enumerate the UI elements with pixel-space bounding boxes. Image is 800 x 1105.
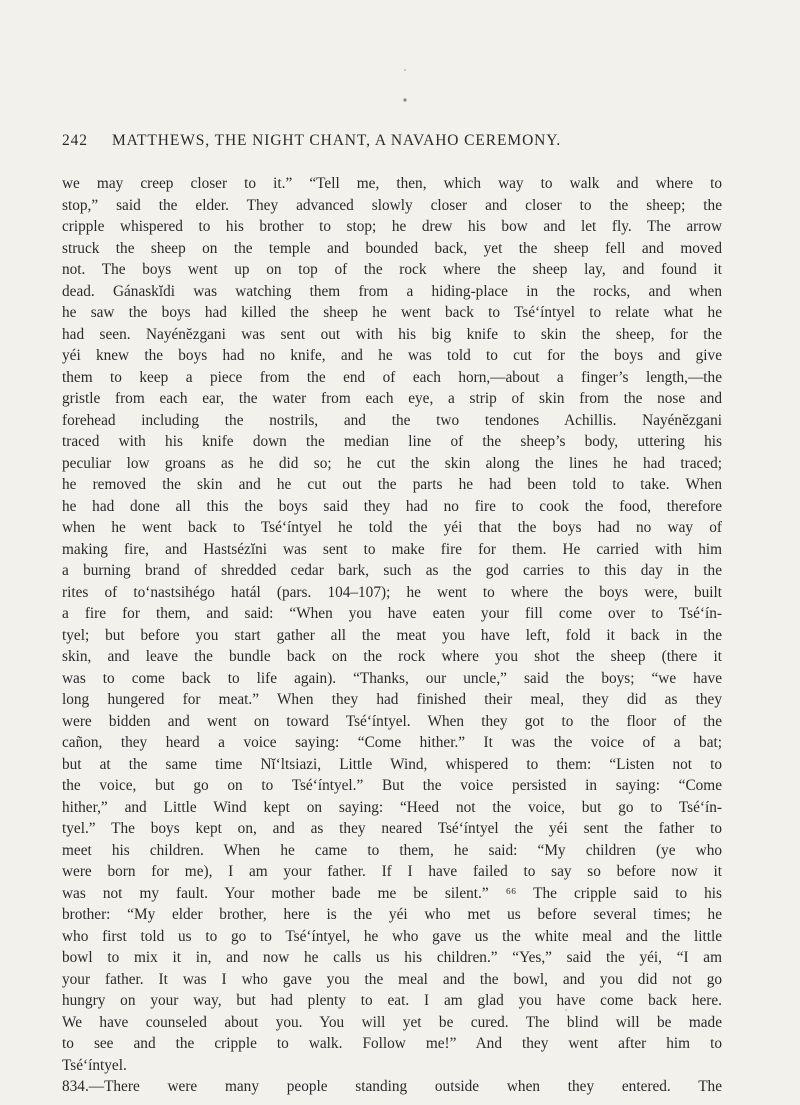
text-line: he had done all this the boys said they had no fire to cook the food, therefore	[62, 497, 722, 515]
text-line: brother: “My elder brother, here is the yéi who met us before several times; he	[62, 906, 722, 923]
body-text	[62, 173, 722, 1098]
text-line: struck the sheep on the temple and bounded back, yet the sheep fell and moved	[62, 239, 722, 257]
text-line: stop,” said the elder. They advanced slowly closer and closer to the sheep; the	[62, 196, 722, 214]
text-line: long hungered for meat.” When they had finished their meal, they did as they	[62, 691, 722, 708]
text-line: them to keep a piece from the end of each horn,—about a finger’s length,—the	[62, 368, 722, 386]
text-line: had seen. Nayénĕzgani was sent out with his big knife to skin the sheep, for the	[62, 325, 722, 343]
text-line: bowl to mix it in, and now he calls us his children.” “Yes,” said the yéi, “I am	[62, 949, 722, 966]
text-line: to see and the cripple to walk. Follow me!” And they went after him to	[62, 1035, 722, 1052]
text-line: was to come back to life again). “Thanks, our uncle,” said the boys; “we have	[62, 669, 722, 687]
running-title: MATTHEWS, THE NIGHT CHANT, A NAVAHO CEREMONY.	[112, 132, 562, 149]
text-line: cañon, they heard a voice saying: “Come hither.” It was the voice of a bat;	[62, 734, 722, 751]
text-line: not. The boys went up on top of the rock where the sheep lay, and found it	[62, 261, 722, 278]
text-line: dead. Gánaskĭdi was watching them from a hiding-place in the rocks, and when	[62, 282, 722, 300]
text-line: We have counseled about you. You will yet be cured. The blind will be made	[62, 1013, 722, 1031]
text-line: he saw the boys had killed the sheep he went back to Tsé‘íntyel to relate what he	[62, 304, 722, 321]
text-line: rites of to‘nastsihégo hatál (pars. 104–107); he went to where the boys were, built	[62, 583, 722, 601]
text-line: tyel.” The boys kept on, and as they neared Tsé‘íntyel the yéi sent the father to	[62, 820, 722, 837]
page-number: 242	[62, 132, 88, 149]
text-line: making fire, and Hastsézĭni was sent to make fire for them. He carried with him	[62, 540, 722, 558]
text-line: 834.—There were many people standing outside when they entered. The	[62, 1078, 722, 1095]
text-line: peculiar low groans as he did so; he cut the skin along the lines he had traced;	[62, 454, 722, 472]
text-line: gristle from each ear, the water from each eye, a strip of skin from the nose and	[62, 390, 722, 407]
text-line: a burning brand of shredded cedar bark, such as the god carries to this day in the	[62, 562, 722, 579]
text-line: Tsé‘íntyel.	[62, 1056, 127, 1074]
text-line: when he went back to Tsé‘íntyel he told the yéi that the boys had no way of	[62, 519, 722, 536]
text-line: meet his children. When he came to them, he said: “My children (ye who	[62, 841, 722, 859]
text-line: a fire for them, and said: “When you have eaten your fill come over to Tsé‘ín-	[62, 605, 722, 622]
text-line: yéi knew the boys had no knife, and he was told to cut for the boys and give	[62, 347, 722, 364]
text-line: was not my fault. Your mother bade me be silent.” ⁶⁶ The cripple said to his	[62, 884, 722, 902]
text-line: tyel; but before you start gather all the meat you have left, fold it back in the	[62, 626, 722, 644]
speck	[404, 69, 406, 71]
text-line: who first told us to go to Tsé‘íntyel, he who gave us the white meal and the little	[62, 927, 722, 945]
text-line: traced with his knife down the median line of the sheep’s body, uttering his	[62, 433, 722, 450]
text-line: skin, and leave the bundle back on the rock where you shot the sheep (there it	[62, 648, 722, 665]
running-head	[62, 132, 722, 154]
text-line: but at the same time Nĭ‘ltsiazi, Little Wind, whispered to them: “Listen not to	[62, 755, 722, 773]
text-line: your father. It was I who gave you the meal and the bowl, and you did not go	[62, 970, 722, 988]
text-line: forehead including the nostrils, and the two tendones Achillis. Nayénĕzgani	[62, 411, 722, 429]
text-line: were bidden and went on toward Tsé‘íntyel. When they got to the floor of the	[62, 712, 722, 730]
text-line: cripple whispered to his brother to stop; he drew his bow and let fly. The arrow	[62, 218, 722, 235]
text-line: we may creep closer to it.” “Tell me, then, which way to walk and where to	[62, 175, 722, 192]
text-line: he removed the skin and he cut out the parts he had been told to take. When	[62, 476, 722, 493]
text-line: were born for me), I am your father. If I have failed to say so before now it	[62, 863, 722, 880]
text-line: hungry on your way, but had plenty to eat. I am glad you have come back here.	[62, 992, 722, 1009]
text-line: the voice, but go on to Tsé‘íntyel.” But the voice persisted in saying: “Come	[62, 777, 722, 794]
text-line: hither,” and Little Wind kept on saying: “Heed not the voice, but go to Tsé‘ín-	[62, 798, 722, 816]
speck	[403, 98, 406, 101]
